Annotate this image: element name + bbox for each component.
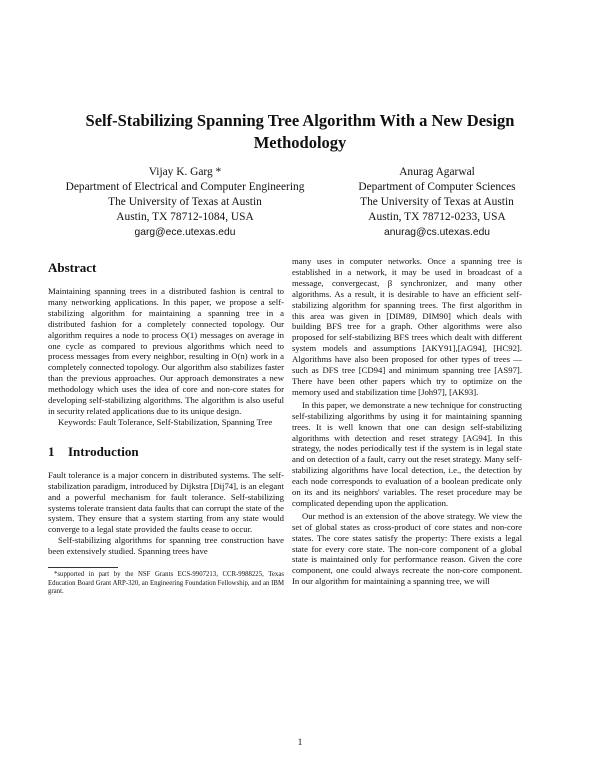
page-number: 1 xyxy=(297,738,303,748)
section-title-text: Introduction xyxy=(68,443,139,459)
paper-title: Self-Stabilizing Spanning Tree Algorithm With a New Design Methodology xyxy=(85,111,515,152)
right-paragraph-2: In this paper, we demonstrate a new technique for constructing self-stabilizing algorithms by using it for maintaining spanning trees. It is well known that one can design self-stabilizing algorithms with detection and reset strategy [AG94]. In this strategy, the nodes periodically test if the system is in legal state and on detection of a fault, carry out the reset strategy. Many self-stabilizing algorithms have local detection, i.e., the detection by each node corresponds to evaluation of a boolean predicate only on its and its neighbors' variables. The reset procedure may be complicated depending upon the application. xyxy=(292,399,522,508)
keywords: Keywords: Fault Tolerance, Self-Stabilization, Spanning Tree xyxy=(58,416,273,427)
author-name: Anurag Agarwal xyxy=(399,166,475,178)
author-email: anurag@cs.utexas.edu xyxy=(383,227,491,238)
author-address: Austin, TX 78712-0233, USA xyxy=(368,211,506,223)
author-block-2 xyxy=(328,165,546,240)
author-address: Austin, TX 78712-1084, USA xyxy=(116,211,254,223)
abstract-heading: Abstract xyxy=(48,260,97,275)
introduction-heading xyxy=(48,444,284,460)
author-dept: Department of Electrical and Computer Engineering xyxy=(65,181,305,193)
author-univ: The University of Texas at Austin xyxy=(108,196,262,208)
intro-paragraph-1: Fault tolerance is a major concern in distributed systems. The self-stabilization paradigm, introduced by Dijkstra [Dij74], is an elegant and a powerful mechanism for fault tolerance. Self-stabilizing systems tolerate transient data faults that can corrupt the state of the system. They ensure that a system starting from any state would converge to a legal state provided the faults cease to occur. xyxy=(48,469,284,535)
author-name: Vijay K. Garg * xyxy=(148,166,222,178)
footnote-rule xyxy=(48,567,118,568)
abstract-body: Maintaining spanning trees in a distributed fashion is central to many networking applications. In this paper, we propose a self-stabilizing algorithm for maintaining a spanning tree in a distributed fashion for a completely connected topology. Our algorithm requires a node to process O(1) messages on average in one cycle as compared to previous algorithms which need to process messages from every neighbor, resulting in O(n) work in a completely connected topology. Our algorithm also stabilizes faster than the previous approaches. Our approach demonstrates a new methodology which uses the idea of core and non-core states for developing self-stabilizing algorithms. The algorithm is also useful in security related applications due to its unique design. xyxy=(48,286,284,416)
right-column xyxy=(292,256,522,587)
author-email: garg@ece.utexas.edu xyxy=(134,227,236,238)
footnote: *supported in part by the NSF Grants ECS-9907213, CCR-9988225, Texas Education Board Grant ARP-320, an Engineering Foundation Fellowship, and an IBM grant. xyxy=(48,571,284,596)
author-dept: Department of Computer Sciences xyxy=(358,181,516,193)
right-paragraph-3: Our method is an extension of the above strategy. We view the set of global states as cross-product of core states and non-core states. The core states satisfy the property: There exists a legal state for every core state. The non-core component of a global state is maintained only for performance reason. Given the core component, one could always recreate the non-core component. In our algorithm for maintaining a spanning tree, we will xyxy=(292,510,522,587)
author-block-1 xyxy=(60,165,310,240)
left-column xyxy=(48,256,284,597)
right-paragraph-1: many uses in computer networks. Once a spanning tree is established in a network, it may be used in broadcast of a message, convergecast, β synchronizer, and many other algorithms. As a result, it is desirable to have an efficient self-stabilizing algorithm for spanning trees. The first algorithm in this area was given in [DIM89, DIM90] which deals with building BFS tree for a graph. Other algorithms were also proposed for self-stabilizing BFS trees which dealt with different system models and assumptions [AKY91],[AG94], [HC92]. Algorithms have also been proposed for other types of trees — such as DFS tree [CD94] and minimum spanning tree [AS97]. There have been other papers which try to optimize on the memory used and stabilization time [Joh97], [AK93]. xyxy=(292,256,522,397)
intro-paragraph-2: Self-stabilizing algorithms for spanning tree construction have been extensively studied. Spanning trees have xyxy=(48,535,284,557)
section-number: 1 xyxy=(48,443,55,459)
author-univ: The University of Texas at Austin xyxy=(360,196,514,208)
